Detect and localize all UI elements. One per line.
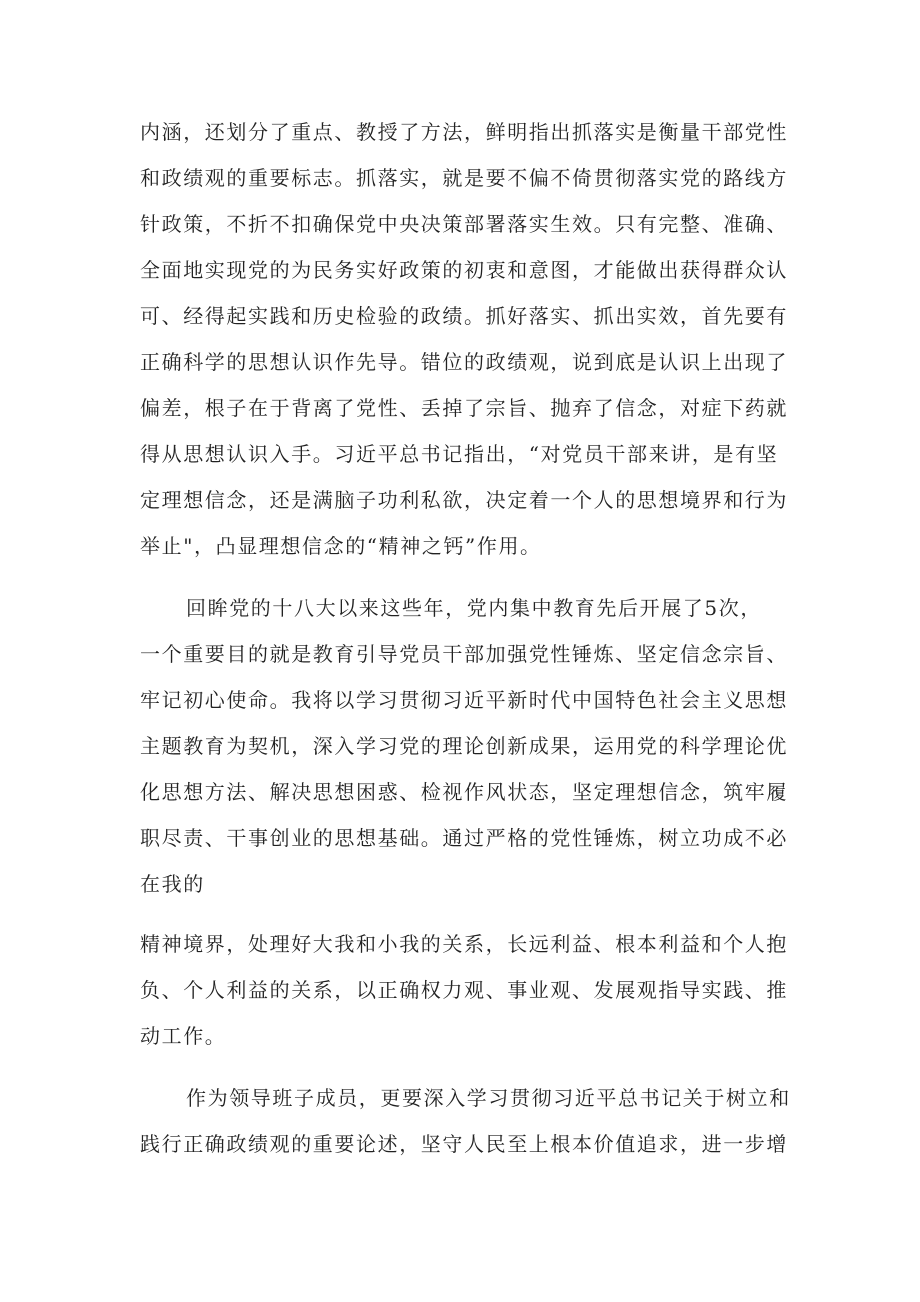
text-line: 针政策，不折不扣确保党中央决策部署落实生效。只有完整、准确、 (140, 212, 788, 236)
text-line: 全面地实现党的为民务实好政策的初衷和意图，才能做出获得群众认 (140, 258, 788, 282)
text-line: 一个重要目的就是教育引导党员干部加强党性锤炼、坚定信念宗旨、 (140, 642, 788, 666)
text-line: 负、个人利益的关系，以正确权力观、事业观、发展观指导实践、推 (140, 978, 788, 1002)
text-line: 主题教育为契机，深入学习党的理论创新成果，运用党的科学理论优 (140, 734, 788, 758)
text-line: 职尽责、干事创业的思想基础。通过严格的党性锤炼，树立功成不必 (140, 826, 788, 850)
text-line: 内涵，还划分了重点、教授了方法，鲜明指出抓落实是衡量干部党性 (140, 120, 788, 144)
text-line: 精神境界，处理好大我和小我的关系，长远利益、根本利益和个人抱 (140, 932, 788, 956)
text-line: 牢记初心使命。我将以学习贯彻习近平新时代中国特色社会主义思想 (140, 688, 788, 712)
text-line: 动工作。 (140, 1024, 227, 1048)
paragraph-first-line: 作为领导班子成员，更要深入学习贯彻习近平总书记关于树立和 (186, 1086, 791, 1110)
text-line: 定理想信念，还是满脑子功利私欲，决定着一个人的思想境界和行为 (140, 488, 788, 512)
text-line: 举止"，凸显理想信念的“精神之钙”作用。 (140, 534, 542, 558)
text-line: 可、经得起实践和历史检验的政绩。抓好落实、抓出实效，首先要有 (140, 304, 788, 328)
text-line: 正确科学的思想认识作先导。错位的政绩观，说到底是认识上出现了 (140, 350, 788, 374)
text-line: 得从思想认识入手。习近平总书记指出，“对党员干部来讲，是有坚 (140, 442, 779, 466)
text-line: 在我的 (140, 872, 205, 896)
text-line: 偏差，根子在于背离了党性、丢掉了宗旨、抛弃了信念，对症下药就 (140, 396, 788, 420)
paragraph-first-line: 回眸党的十八大以来这些年，党内集中教育先后开展了5次， (186, 596, 762, 620)
text-line: 化思想方法、解决思想困惑、检视作风状态，坚定理想信念，筑牢履 (140, 780, 788, 804)
text-line: 践行正确政绩观的重要论述，坚守人民至上根本价值追求，进一步增 (140, 1132, 788, 1156)
text-line: 和政绩观的重要标志。抓落实，就是要不偏不倚贯彻落实党的路线方 (140, 166, 788, 190)
